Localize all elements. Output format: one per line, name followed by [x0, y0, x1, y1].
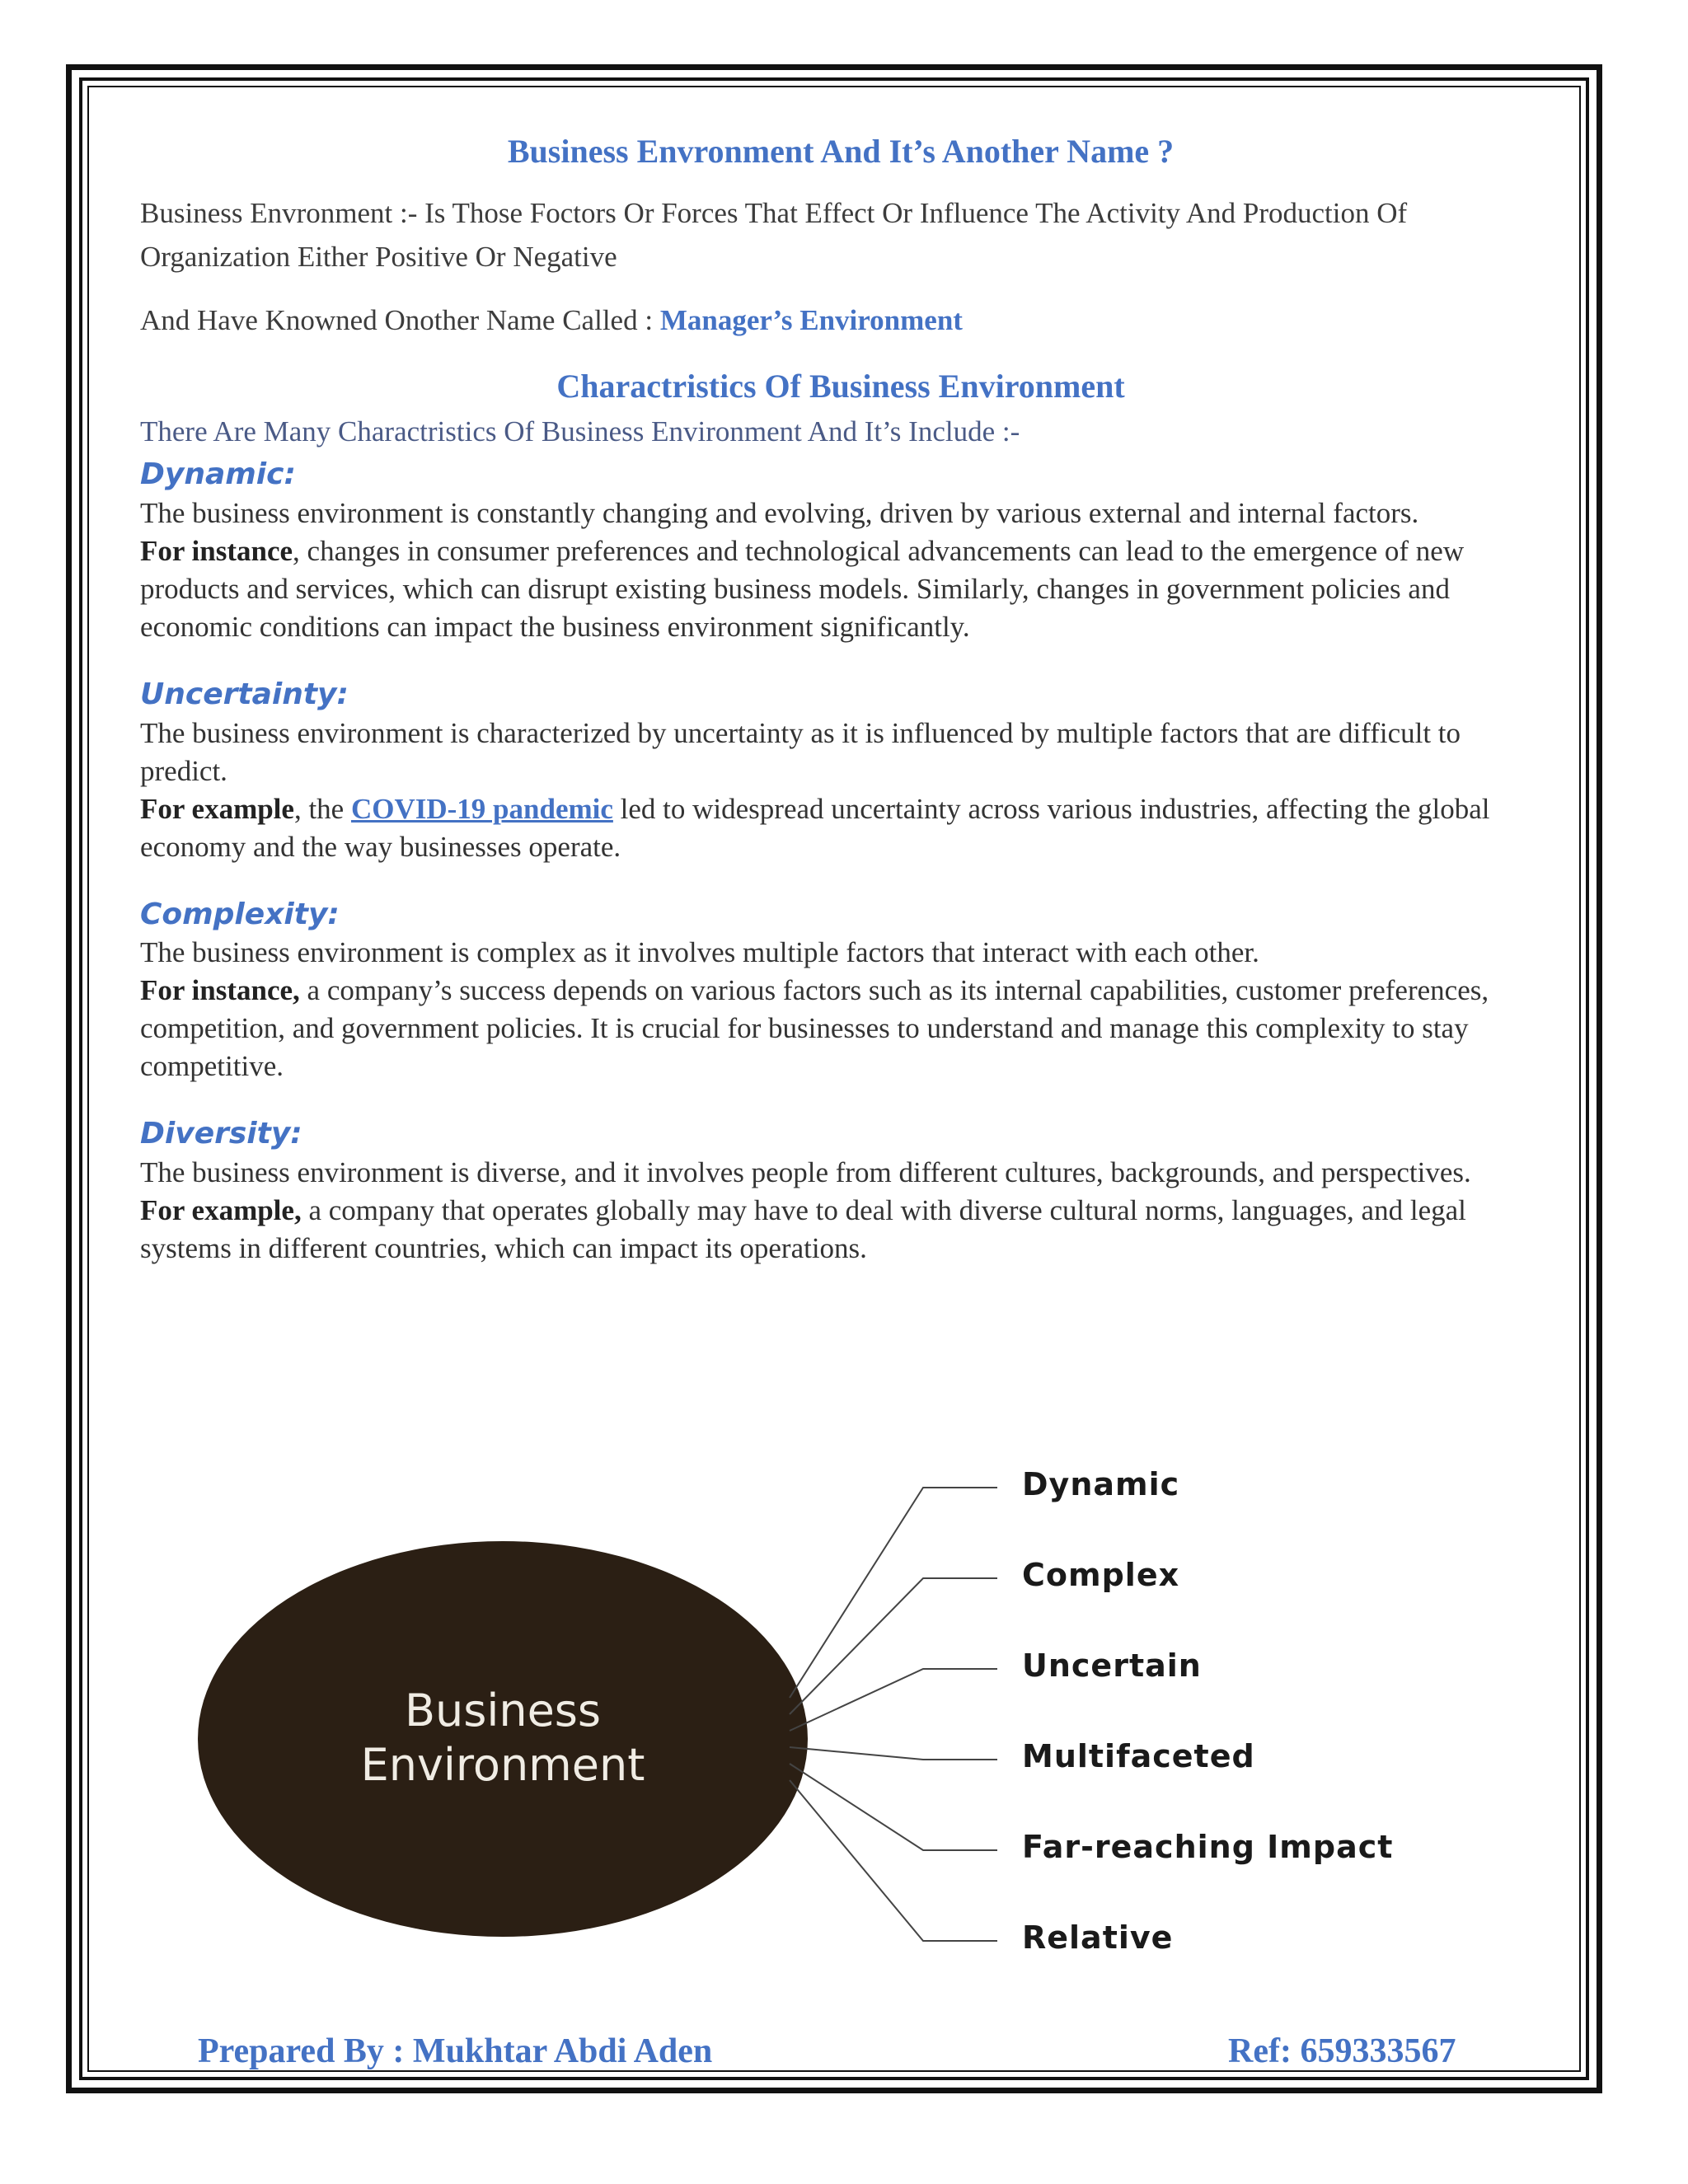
branch-connector — [790, 1764, 997, 1850]
section-rest: , changes in consumer preferences and technological advancements can lead to the emergence of new products and services, which can disrupt existing business models. Similarly, changes in government policies and economic conditions can impact the business environment significantly. — [140, 534, 1465, 643]
section-rest: a company’s success depends on various factors such as its internal capabilities, customer preferences, competition, and government policies. It is crucial for businesses to understand and manage this complexity to stay competitive. — [140, 974, 1489, 1083]
branch-connector — [790, 1488, 997, 1698]
center-label — [198, 1684, 808, 1793]
another-name-prefix: And Have Knowned Onother Name Called : — [140, 304, 660, 336]
document-content — [140, 132, 1541, 1268]
section-uncertainty — [140, 676, 1541, 866]
branch-connector — [790, 1780, 997, 1941]
section-line: The business environment is complex as it involves multiple factors that interact with each other. — [140, 936, 1259, 969]
covid-link[interactable]: COVID-19 pandemic — [350, 792, 613, 825]
branch-label-uncertain: Uncertain — [1022, 1647, 1202, 1684]
business-environment-diagram — [198, 1451, 1484, 1986]
branch-label-multifaceted: Multifaceted — [1022, 1738, 1255, 1774]
reference-number: Ref: 659333567 — [1228, 2032, 1456, 2070]
section-line: The business environment is constantly changing and evolving, driven by various external and internal factors. — [140, 496, 1419, 529]
prepared-by: Prepared By : Mukhtar Abdi Aden — [198, 2032, 713, 2070]
section-body — [140, 934, 1541, 1085]
section-rest: a company that operates globally may have to deal with diverse cultural norms, languages, and legal systems in different countries, which can impact its operations. — [140, 1194, 1466, 1265]
branch-label-relative: Relative — [1022, 1919, 1174, 1956]
section-line: The business environment is diverse, and it involves people from different cultures, backgrounds, and perspectives. — [140, 1156, 1471, 1189]
section-line: The business environment is characterized by uncertainty as it is influenced by multiple factors that are difficult to predict. — [140, 716, 1461, 787]
section-lead: For example — [140, 792, 294, 825]
section-body — [140, 1154, 1541, 1268]
section-body — [140, 715, 1541, 866]
center-label-line1: Business — [404, 1685, 602, 1736]
section-lead: For instance, — [140, 974, 300, 1007]
section-lead: For example, — [140, 1194, 302, 1227]
branch-connector — [790, 1747, 997, 1760]
characteristics-intro: There Are Many Charactristics Of Business Environment And It’s Include :- — [140, 415, 1020, 448]
branch-connector — [790, 1578, 997, 1714]
section-heading: Uncertainty: — [140, 677, 349, 711]
another-name-value: Manager’s Environment — [659, 304, 963, 336]
section-body — [140, 494, 1541, 646]
another-name-paragraph — [140, 298, 1541, 342]
section-heading: Dynamic: — [140, 457, 296, 491]
section-lead: For instance — [140, 534, 293, 567]
branch-connector — [790, 1669, 997, 1731]
page-title: Business Envronment And It’s Another Name ? — [507, 133, 1175, 170]
section-pre-link: , the — [293, 792, 351, 825]
section-heading: Diversity: — [140, 1117, 302, 1151]
section-heading: Complexity: — [140, 897, 340, 931]
characteristics-title: Charactristics Of Business Environment — [556, 368, 1125, 405]
definition-paragraph: Business Envronment :- Is Those Foctors Or Forces That Effect Or Influence The Activity And Production Of Organization Either Positive Or Negative — [140, 197, 1408, 273]
section-dynamic — [140, 456, 1541, 646]
section-diversity — [140, 1115, 1541, 1268]
branch-label-dynamic: Dynamic — [1022, 1466, 1180, 1502]
section-complexity — [140, 896, 1541, 1086]
section-rest: led to widespread uncertainty across various industries, affecting the global economy and the way businesses operate. — [140, 792, 1490, 863]
branch-label-complex: Complex — [1022, 1557, 1180, 1593]
center-label-line2: Environment — [360, 1739, 645, 1791]
branch-label-far-reaching-impact: Far-reaching Impact — [1022, 1829, 1394, 1865]
